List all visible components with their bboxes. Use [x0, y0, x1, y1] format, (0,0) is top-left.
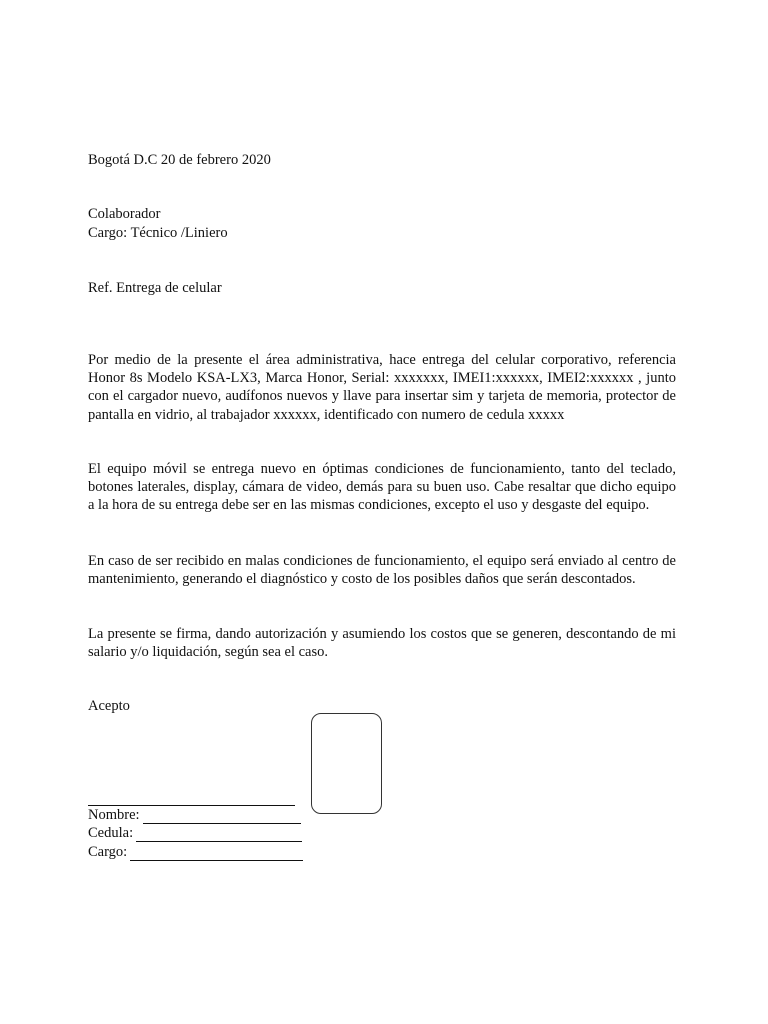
place-date: Bogotá D.C 20 de febrero 2020 [88, 152, 271, 168]
role-blank [130, 846, 303, 861]
id-label: Cedula: [88, 825, 134, 841]
body-paragraph-4: La presente se firma, dando autorización y asumiendo los costos que se generen, descontando de mi salario y/o liquidación, según sea el caso. [88, 626, 676, 661]
name-label: Nombre: [88, 807, 140, 823]
recipient-role: Cargo: Técnico /Liniero [88, 225, 228, 241]
id-blank [136, 827, 302, 842]
id-field [88, 824, 302, 842]
name-blank [143, 809, 301, 824]
body-paragraph-3: En caso de ser recibido en malas condiciones de funcionamiento, el equipo será enviado al centro de mantenimiento, generando el diagnóstico y costo de los posibles daños que serán descontados. [88, 553, 676, 588]
body-paragraph-2: El equipo móvil se entrega nuevo en óptimas condiciones de funcionamiento, tanto del teclado, botones laterales, display, cámara de video, demás para su buen uso. Cabe resaltar que dicho equipo a la hora de su entrega debe ser en las mismas condiciones, excepto el uso y desgaste del equipo. [88, 461, 676, 514]
role-label: Cargo: [88, 844, 128, 860]
fingerprint-box [311, 713, 382, 814]
signature-line [88, 787, 295, 806]
name-field [88, 806, 301, 824]
accept-label: Acepto [88, 698, 130, 714]
reference-line: Ref. Entrega de celular [88, 280, 222, 296]
recipient-name: Colaborador [88, 206, 161, 222]
role-field [88, 843, 303, 861]
body-paragraph-1: Por medio de la presente el área administrativa, hace entrega del celular corporativo, referencia Honor 8s Modelo KSA-LX3, Marca Honor, Serial: xxxxxxx, IMEI1:xxxxxx, IMEI2:xxxxxx , junto con el cargador nuevo, audífonos nuevos y llave para insertar sim y tarjeta de memoria, protector de pantalla en vidrio, al trabajador xxxxxx, identificado con numero de cedula xxxxx [88, 352, 676, 423]
